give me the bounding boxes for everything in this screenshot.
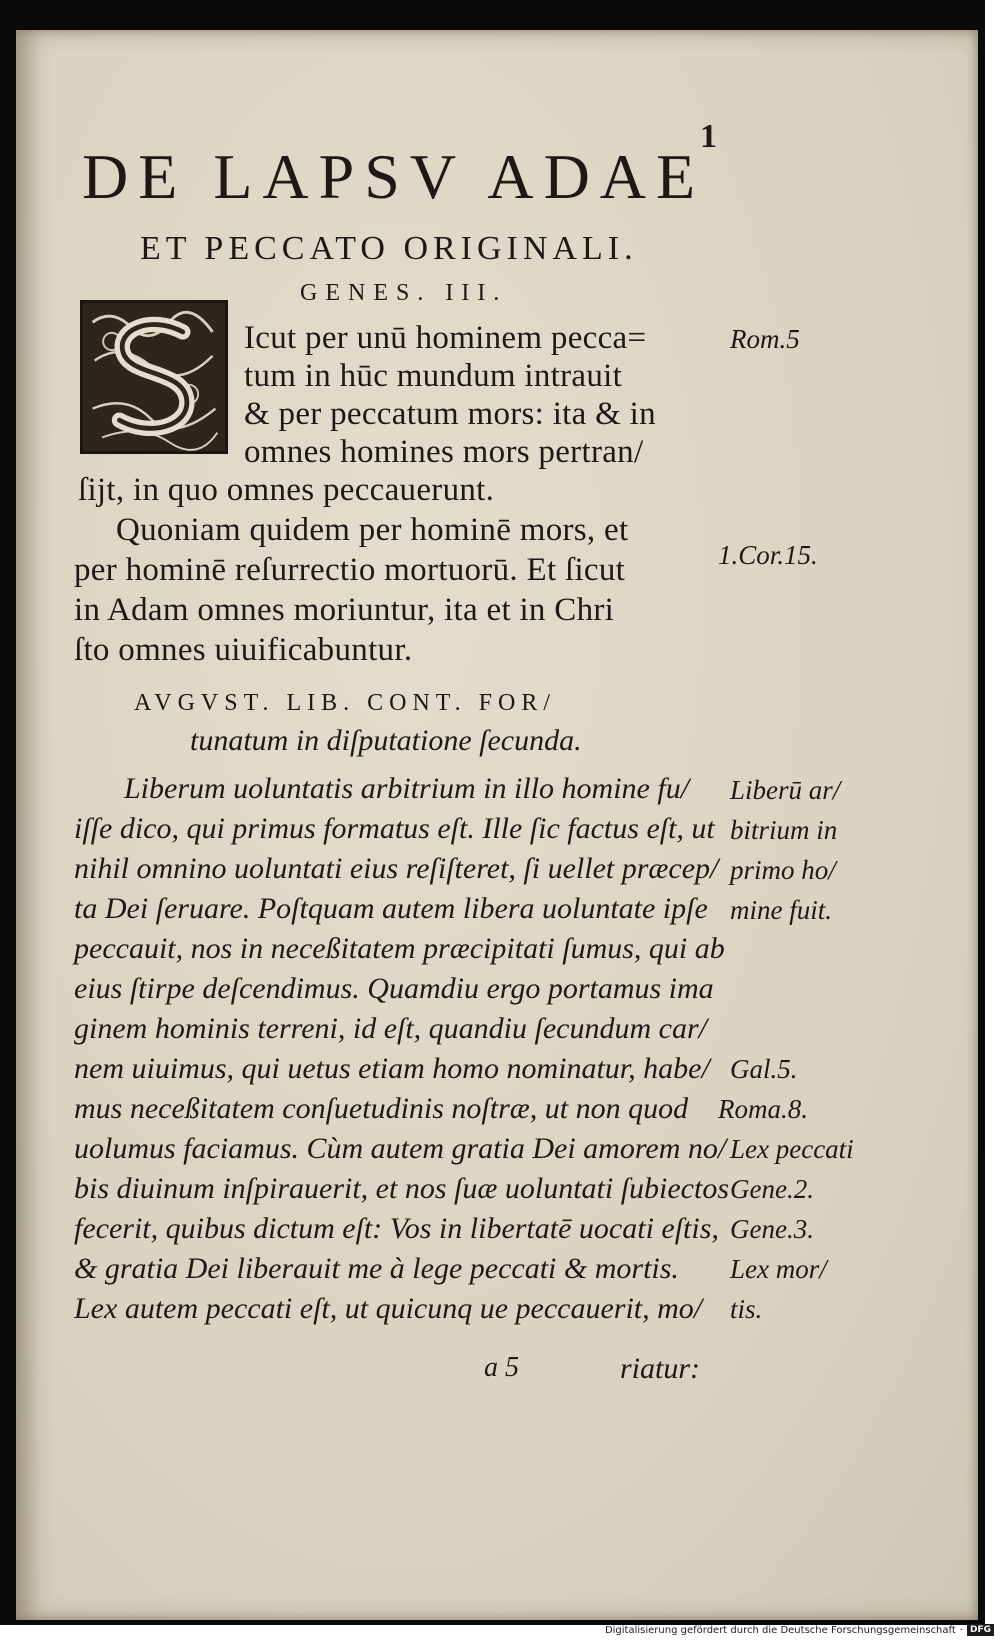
decorated-initial-s <box>80 300 228 454</box>
book-page <box>16 30 978 1620</box>
margin-note-cor: 1.Cor.15. <box>718 540 818 570</box>
signature-mark: a 5 <box>484 1352 519 1383</box>
dfg-logo: DFG <box>967 1624 994 1636</box>
paragraph-2-line: in Adam omnes moriuntur, ita et in Chri <box>74 592 615 628</box>
paragraph-1-line: ſijt, in quo omnes peccauerunt. <box>78 472 495 508</box>
quote-line: fecerit, quibus dictum eſt: Vos in libertatē uocati eſtis, <box>74 1212 719 1245</box>
margin-note-liberum: bitrium in <box>730 815 838 845</box>
margin-note-liberum: mine fuit. <box>730 895 832 925</box>
quote-line: ta Dei ſeruare. Poſtquam autem libera uoluntate ipſe <box>74 892 708 925</box>
paragraph-2-line: per hominē reſurrectio mortuorū. Et ſicut <box>74 552 626 588</box>
quote-line: Lex autem peccati eſt, ut quicunq ue peccauerit, mo/ <box>74 1292 703 1325</box>
paragraph-2-line: Quoniam quidem per hominē mors, et <box>116 512 629 548</box>
margin-note-lex-mor: tis. <box>730 1294 763 1324</box>
paragraph-1-line: omnes homines mors pertran/ <box>244 434 644 470</box>
footer-credit <box>605 1624 994 1636</box>
paragraph-1-line: Icut per unū hominem pecca= <box>244 320 647 356</box>
quote-line: mus neceßitatem conſuetudinis noſtræ, ut non quod <box>74 1092 689 1125</box>
page-number: 1 <box>700 118 717 155</box>
margin-note-rom: Rom.5 <box>730 324 800 354</box>
page-title: DE LAPSV ADAE <box>82 141 706 212</box>
margin-note-gene: Gene.3. <box>730 1214 814 1244</box>
quote-line: ginem hominis terreni, id eſt, quandiu ſecundum car/ <box>74 1012 707 1045</box>
margin-note-roma: Roma.8. <box>718 1094 808 1124</box>
margin-note-liberum: primo ho/ <box>730 855 836 885</box>
quote-line: iſſe dico, qui primus formatus eſt. Ille ſic factus eſt, ut <box>74 812 715 845</box>
quote-line: nihil omnino uoluntati eius reſiſteret, ſi uellet præcep/ <box>74 852 719 885</box>
quote-line: peccauit, nos in neceßitatem præcipitati ſumus, qui ab <box>74 932 725 965</box>
paragraph-1-line: & per peccatum mors: ita & in <box>244 396 656 432</box>
quote-line: Liberum uoluntatis arbitrium in illo homine fu/ <box>124 772 690 805</box>
quote-line: eius ſtirpe deſcendimus. Quamdiu ergo portamus ima <box>74 972 714 1005</box>
margin-note-liberum: Liberū ar/ <box>730 775 841 805</box>
source-heading: AVGVST. LIB. CONT. FOR/ <box>134 690 557 716</box>
footer-separator: · <box>959 1624 963 1636</box>
margin-note-gene: Gene.2. <box>730 1174 814 1204</box>
chapter-reference: GENES. III. <box>300 280 508 306</box>
quote-line: & gratia Dei liberauit me à lege peccati & mortis. <box>74 1252 679 1285</box>
source-heading-continued: tunatum in diſputatione ſecunda. <box>190 724 582 757</box>
catchword: riatur: <box>620 1352 701 1385</box>
margin-note-lex-peccati: Lex peccati <box>730 1134 854 1164</box>
quote-line: nem uiuimus, qui uetus etiam homo nominatur, habe/ <box>74 1052 710 1085</box>
paragraph-2-line: ſto omnes uiuificabuntur. <box>74 632 413 668</box>
paragraph-1-line: tum in hūc mundum intrauit <box>244 358 623 394</box>
margin-note-gal: Gal.5. <box>730 1054 798 1084</box>
margin-note-lex-mor: Lex mor/ <box>730 1254 827 1284</box>
footer-text: Digitalisierung gefördert durch die Deutsche Forschungsgemeinschaft <box>604 1624 956 1636</box>
quote-line: bis diuinum inſpirauerit, et nos ſuæ uoluntati ſubiectos <box>74 1172 730 1205</box>
quote-line: uolumus faciamus. Cùm autem gratia Dei amorem no/ <box>74 1132 727 1165</box>
page-subtitle: ET PECCATO ORIGINALI. <box>140 230 638 267</box>
